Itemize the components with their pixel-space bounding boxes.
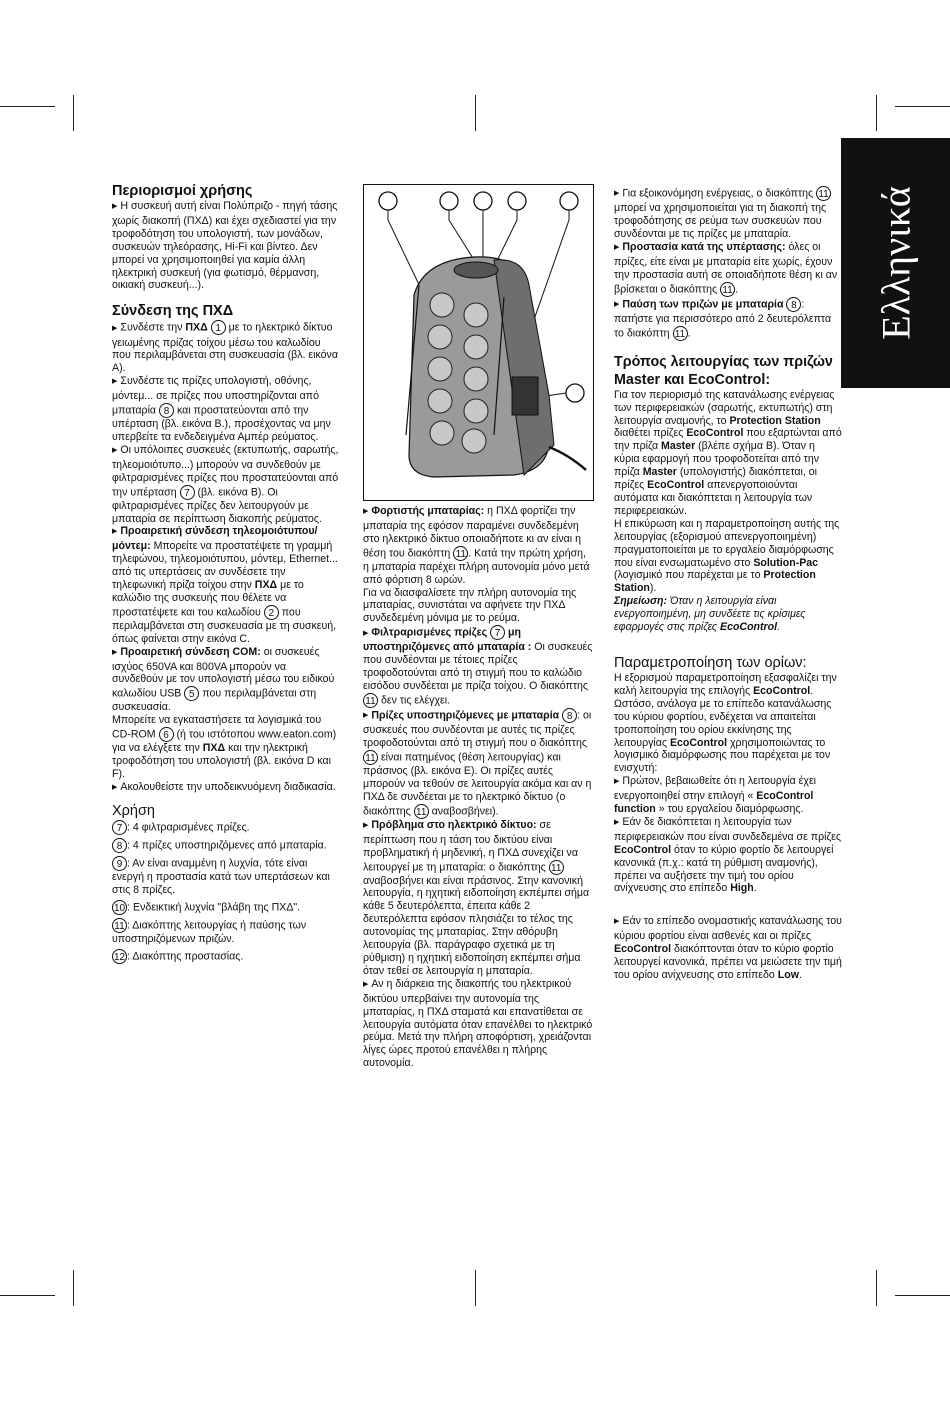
heading-restrictions: Περιορισμοί χρήσης [112, 183, 253, 199]
language-side-tab [841, 138, 950, 388]
callout-2: 2 [264, 605, 279, 620]
paragraph-threshold-change: Ωστόσο, ανάλογα με το επίπεδο κατανάλωσης του κύριου φορτίου, ενδέχεται να απαιτείται τροποποίηση του ορίου εκκίνησης της λειτουργίας EcoControl χρησιμοποιώντας το λογισμικό διαμόρφωσης που παρέχεται με τον ενισχυτή: [614, 697, 832, 775]
callout-5: 5 [184, 686, 199, 701]
callout-6: 6 [159, 727, 174, 742]
paragraph-threshold-first: ▶ Πρώτον, βεβαιωθείτε ότι η λειτουργία έχει ενεργοποιηθεί στην επιλογή « EcoControl function » του εργαλείου διαμόρφωσης. [614, 775, 842, 816]
legend-item: 8 : 4 πρίζες υποστηριζόμενες από μπαταρία. [112, 838, 340, 853]
paragraph-software: Μπορείτε να εγκαταστήσετε τα λογισμικά του CD-ROM 6 (ή του ιστότοπου www.eaton.com) για να ελέγξετε την ΠΧΔ και την ηλεκτρική τροφοδότηση του υπολογιστή (βλ. εικόνα D και F). [112, 714, 337, 781]
column-left [112, 182, 340, 967]
legend-item: 12 : Διακόπτης προστασίας. [114, 949, 244, 963]
paragraph-connect-2: ▶ Συνδέστε τις πρίζες υπολογιστή, οθόνης, μόντεμ... σε πρίζες που υποστηρίζονται από μπαταρία 8 και προστατεύονται από την υπέρταση (βλ. εικόνα B.), προσέχοντας να μην υπερβείτε τα ενδεδειγμένα Αμπέρ ρεύματος. [112, 375, 340, 444]
paragraph-restrictions: ▶ Η συσκευή αυτή είναι Πολύπριζο - πηγή τάσης χωρίς διακοπή (ΠΧΔ) και έχει σχεδιαστεί για την τροφοδότηση του υπολογιστή, των μονάδων, συσκευών τηλεόρασης, Hi-Fi και βίντεο. Δεν μπορεί να χρησιμοποιηθεί για καμία άλλη ηλεκτρική συσκευή (για φωτισμό, θέρμανση, οικιακή συσκευή...). [112, 200, 340, 292]
paragraph-note: Σημείωση: Όταν η λειτουργία είναι ενεργοποιημένη, μη συνδέετε τις κρίσιμες εφαρμογές στις πρίζες EcoControl. [614, 595, 806, 634]
paragraph-com: ▶ Προαιρετική σύνδεση COM: οι συσκευές ισχύος 650VA και 800VA μπορούν να συνδεθούν με τον υπολογιστή μέσω του ειδικού καλωδίου USB 5 που περιλαμβάνεται στη συσκευασία. [112, 646, 340, 715]
callout-7: 7 [180, 485, 195, 500]
crop-mark [73, 1270, 74, 1306]
paragraph-threshold-low: ▶ Εάν το επίπεδο ονομαστικής κατανάλωσης του κύριου φορτίου είναι ασθενές και οι πρίζες EcoControl διακόπτονται όταν το κύριο φορτίο λειτουργεί κανονικά, πρέπει να μειώσετε την τιμή του ορίου ανίχνευσης στο επίπεδο Low. [614, 915, 842, 982]
heading-thresholds: Παραμετροποίηση των ορίων: [614, 654, 807, 671]
column-right [614, 186, 842, 982]
crop-mark [475, 95, 476, 131]
paragraph-connect-3: ▶ Οι υπόλοιπες συσκευές (εκτυπωτής, σαρωτής, τηλεομοιότυπο...) μπορούν να συνδεθούν με φιλτραρισμένες πρίζες που προστατεύονται από την υπέρταση 7 (βλ. εικόνα B). Οι φιλτραρισμένες πρίζες δεν λειτουργούν με μπαταρία σε περίπτωση διακοπής ρεύματος. [112, 444, 340, 526]
paragraph-pause: ▶ Παύση των πριζών με μπαταρία 8 : πατήστε για περισσότερο από 2 δευτερόλεπτα το διακόπτη 11 . [614, 297, 842, 341]
crop-mark [895, 1295, 950, 1296]
heading-master-ecocontrol: Τρόπος λειτουργίας των πριζών Master και EcoControl: [614, 353, 833, 388]
paragraph-energy-saving: ▶ Για εξοικονόμηση ενέργειας, ο διακόπτης 11 μπορεί να χρησιμοποιείται για τη διακοπή της τροφοδότησης σε ρεύμα των συσκευών που συνδέονται με τις πρίζες με μπαταρία. [614, 186, 842, 241]
crop-mark [876, 1270, 877, 1306]
callout-8: 8 [159, 403, 174, 418]
paragraph-threshold-default: Η εξορισμού παραμετροποίηση εξασφαλίζει την καλή λειτουργία της επιλογής EcoControl. [614, 671, 837, 697]
paragraph-threshold-high: ▶ Εάν δε διακόπτεται η λειτουργία των περιφερειακών που είναι συνδεδεμένα σε πρίζες EcoControl όταν το κύριο φορτίο δε λειτουργεί κανονικά (π.χ.: κατά τη ρύθμιση αναμονής), πρέπει να αυξήσετε την τιμή του ορίου ανίχνευσης στο επίπεδο High. [614, 816, 842, 895]
heading-connect: Σύνδεση της ΠΧΔ [112, 303, 234, 320]
paragraph-filtered-outlets: ▶ Φιλτραρισμένες πρίζες 7 μη υποστηριζόμενες από μπαταρία : Οι συσκευές που συνδέονται με τέτοιες πρίζες τροφοδοτούνται από τη στιγμή που το καλώδιο εισόδου συνδέεται με πρίζα τοίχου. Ο διακόπτης 11 δεν τις ελέγχει. [363, 625, 593, 708]
paragraph-battery-charger: ▶ Φορτιστής μπαταρίας: η ΠΧΔ φορτίζει την μπαταρία της εφόσον παραμένει συνδεδεμένη στο ηλεκτρικό δίκτυο οποιαδήποτε κι αν είναι η θέση του διακόπτη 11 . Κατά την πρώτη χρήση, η μπαταρία παρέχει πλήρη αυτονομία μόνο μετά από φόρτιση 8 ωρών. [363, 505, 593, 587]
paragraph-fax-modem: ▶ Προαιρετική σύνδεση τηλεομοιότυπου/μόντεμ: Μπορείτε να προστατέψετε τη γραμμή τηλεφώνου, τηλεομοιότυπου, μόντεμ, Ethernet... από τις υπερτάσεις αν συνδέσετε την τηλεφωνική πρίζα τοίχου στην ΠΧΔ με το καλώδιο της συσκευής που θέλετε να προστατέψετε και του καλωδίου 2 που περιλαμβάνεται στη συσκευασία με τη συσκευή, όπως φαίνεται στην εικόνα C. [112, 525, 340, 645]
paragraph-connect-1: ▶ Συνδέστε την ΠΧΔ 1 με το ηλεκτρικό δίκτυο γειωμένης πρίζας τοίχου μέσω του καλωδίου που περιλαμβάνεται στη συσκευασία (βλ. εικόνα A). [112, 320, 340, 375]
callout-1: 1 [211, 320, 226, 335]
paragraph-battery-autonomy: Για να διασφαλίσετε την πλήρη αυτονομία της μπαταρίας, συνιστάται να αφήνετε την ΠΧΔ συνδεδεμένη μόνιμα με το ρεύμα. [363, 586, 577, 625]
legend-item: 10 : Ενδεικτική λυχνία "βλάβη της ΠΧΔ". [114, 900, 301, 914]
crop-mark [475, 1270, 476, 1306]
legend-item: 7 : 4 φιλτραρισμένες πρίζες. [112, 820, 340, 835]
language-label: Ελληνικά [873, 186, 918, 340]
device-illustration [363, 184, 594, 501]
paragraph-surge: ▶ Προστασία κατά της υπέρτασης: όλες οι πρίζες, είτε είναι με μπαταρία είτε χωρίς, έχουν την προστασία αυτή σε οποιαδήποτε θέση κι αν βρίσκεται ο διακόπτης 11 . [614, 241, 842, 297]
paragraph-follow: ▶ Ακολουθείστε την υποδεικνυόμενη διαδικασία. [112, 781, 340, 796]
paragraph-mains-problem: ▶ Πρόβλημα στο ηλεκτρικό δίκτυο: σε περίπτωση που η τάση του δικτύου είναι προβληματική ή μηδενική, η ΠΧΔ συνεχίζει να λειτουργεί με τη μπαταρία: ο διακόπτης 11 αναβοσβήνει και είναι πράσινος. Στην κανονική λειτουργία, η ηχητική ειδοποίηση εκπέμπει σήμα κάθε 5 δευτερόλεπτα, έπειτα κάθε 2 δευτερόλεπτα εφόσον πλησιάζει το τέλος της αυτονομίας της μπαταρίας. Στην αθόρυβη λειτουργία (βλ. παράγραφο σχετικά με τη ρύθμιση) η ηχητική ειδοποίηση εκπέμπει σήμα όταν τεθεί σε λειτουργία η μπαταρία. [363, 819, 593, 978]
crop-mark [0, 106, 55, 107]
heading-use: Χρήση [112, 802, 155, 819]
paragraph-config: Η επικύρωση και η παραμετροποίηση αυτής της λειτουργίας (εξορισμού απενεργοποιημένη) πραγματοποιείται με το εργαλείο διαμόρφωσης που είναι ενσωματωμένο στο Solution-Pac (λογισμικό που παρέχεται με το Protection Station). [614, 517, 840, 595]
crop-mark [0, 1295, 55, 1296]
legend-item: 11 : Διακόπτης λειτουργίας ή παύσης των υποστηριζόμενων πριζών. [112, 918, 307, 945]
crop-mark [895, 106, 950, 107]
legend-item: 9 : Αν είναι αναμμένη η λυχνία, τότε είναι ενεργή η προστασία κατά των υπερτάσεων και στις 8 πρίζες. [112, 857, 330, 896]
paragraph-outage: ▶ Αν η διάρκεια της διακοπής του ηλεκτρικού δικτύου υπερβαίνει την αυτονομία της μπαταρίας, η ΠΧΔ σταματά και επανατίθεται σε λειτουργία αυτόματα όταν επανέλθει το ηλεκτρικό ρεύμα. Μετά την πλήρη αποφόρτιση, χρειάζονται λίγες ώρες προτού επανέλθει η πλήρης αυτονομία. [363, 978, 593, 1070]
crop-mark [73, 95, 74, 131]
paragraph-battery-outlets: ▶ Πρίζες υποστηριζόμενες με μπαταρία 8 : οι συσκευές που συνδέονται με αυτές τις πρίζες τροφοδοτούνται από τη στιγμή που ο διακόπτης 11 είναι πατημένος (θέση λειτουργίας) και πράσινος (βλ. εικόνα E). Οι πρίζες αυτές μπορούν να τεθούν σε λειτουργία ακόμα και αν η ΠΧΔ δε συνδέεται με το ηλεκτρικό δίκτυο (ο διακόπτης 11 αναβοσβήνει). [363, 708, 593, 819]
ups-device-drawing [364, 185, 593, 500]
crop-mark [876, 95, 877, 131]
paragraph-master: Για τον περιορισμό της κατανάλωσης ενέργειας των περιφερειακών (σαρωτής, εκτυπωτής) στη λειτουργία αναμονής, το Protection Station διαθέτει πρίζες EcoControl που εξαρτώνται από την πρίζα Master (βλέπε σχήμα B). Όταν η κύρια εφαρμογή που τροφοδοτείται από την πρίζα Master (υπολογιστής) διακόπτεται, οι πρίζες EcoControl απενεργοποιούνται αυτόματα και διακόπτεται η λειτουργία των περιφερειακών. [614, 388, 842, 517]
column-middle [363, 505, 593, 1070]
legend-list [112, 820, 340, 964]
